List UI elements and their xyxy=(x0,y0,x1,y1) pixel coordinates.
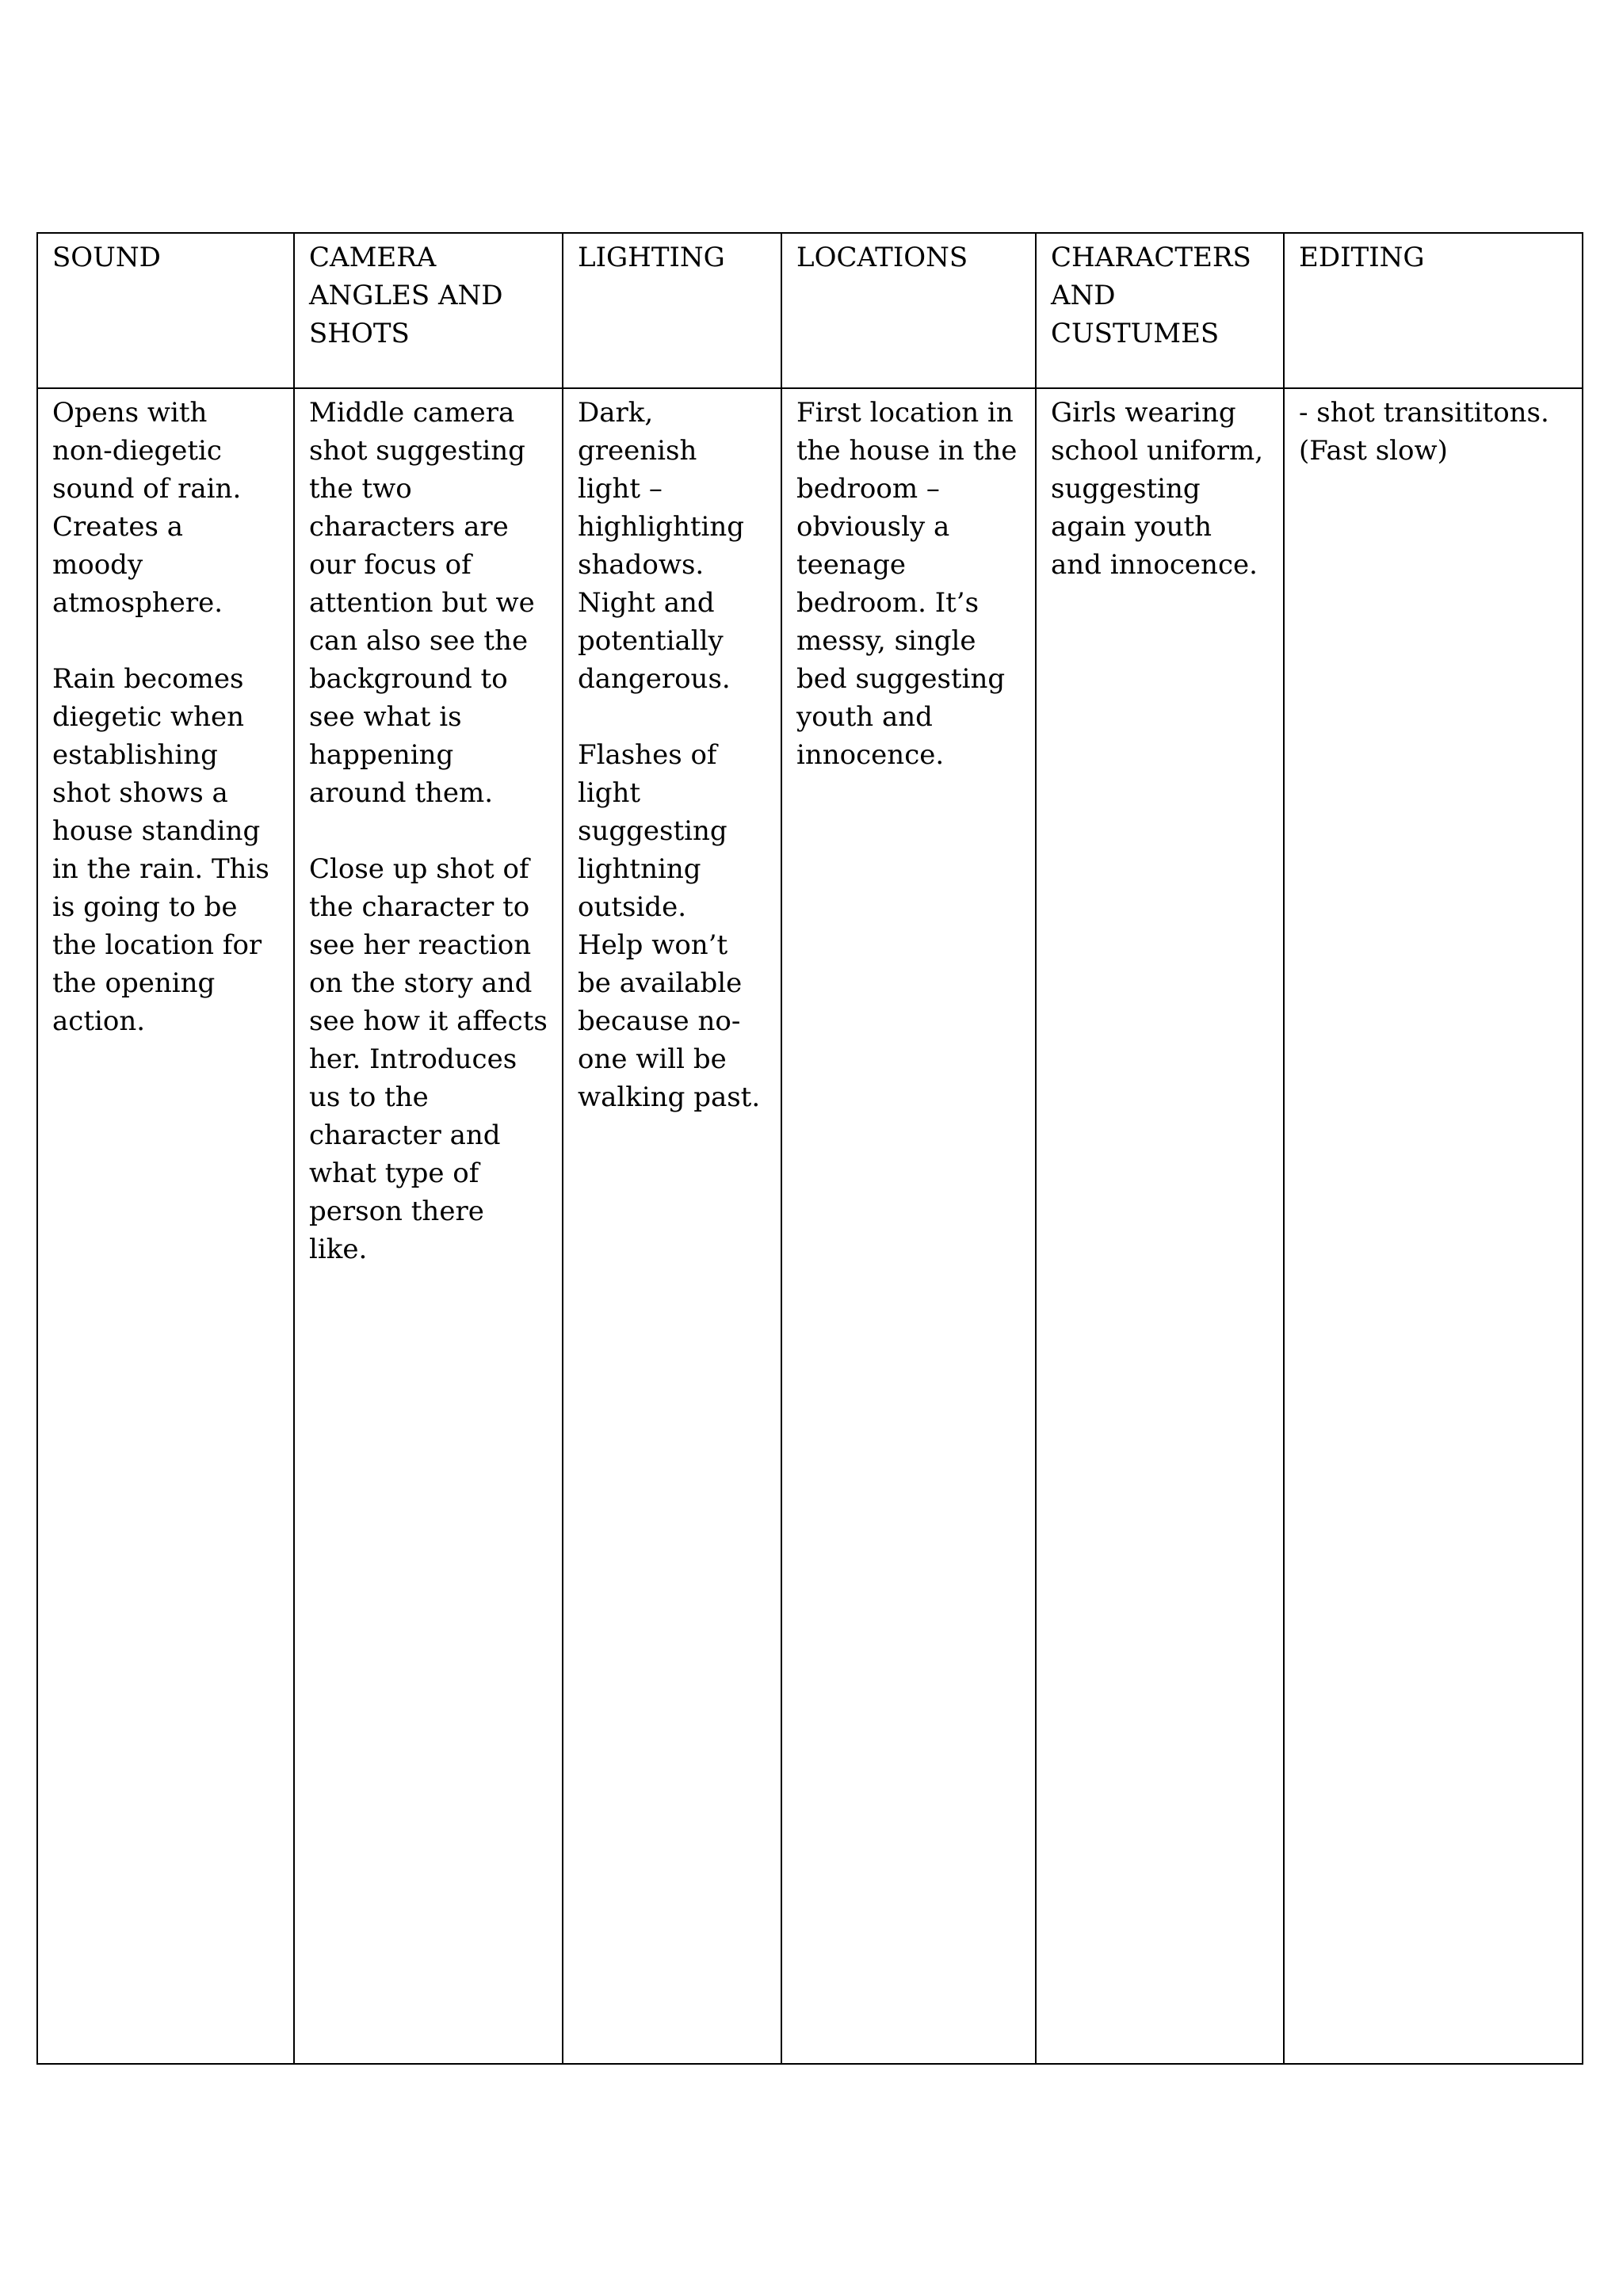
header-camera-angles-and-shots: CAMERA ANGLES AND SHOTS xyxy=(294,233,563,388)
analysis-table xyxy=(36,232,1583,2065)
cell-locations: First location in the house in the bedroom – obviously a teenage bedroom. It’s messy, single bed suggesting youth and innocence. xyxy=(781,388,1036,2064)
cell-lighting: Dark, greenish light – highlighting shadows. Night and potentially dangerous. Flashes of light suggesting lightning outside. Help won’t be available because no- one will be walking past. xyxy=(563,388,781,2064)
table-header-row xyxy=(37,233,1583,388)
cell-camera-angles-and-shots: Middle camera shot suggesting the two characters are our focus of attention but we can also see the background to see what is happening around them. Close up shot of the character to see her reaction on the story and see how it affects her. Introduces us to the character and what type of person there like. xyxy=(294,388,563,2064)
cell-sound: Opens with non-diegetic sound of rain. Creates a moody atmosphere. Rain becomes diegetic when establishing shot shows a house standing in the rain. This is going to be the location for the opening action. xyxy=(37,388,294,2064)
header-editing: EDITING xyxy=(1284,233,1583,388)
header-sound: SOUND xyxy=(37,233,294,388)
cell-characters-and-costumes: Girls wearing school uniform, suggesting again youth and innocence. xyxy=(1036,388,1284,2064)
header-characters-and-costumes: CHARACTERS AND CUSTUMES xyxy=(1036,233,1284,388)
header-lighting: LIGHTING xyxy=(563,233,781,388)
cell-editing: - shot transititons. (Fast slow) xyxy=(1284,388,1583,2064)
header-locations: LOCATIONS xyxy=(781,233,1036,388)
table-row xyxy=(37,388,1583,2064)
